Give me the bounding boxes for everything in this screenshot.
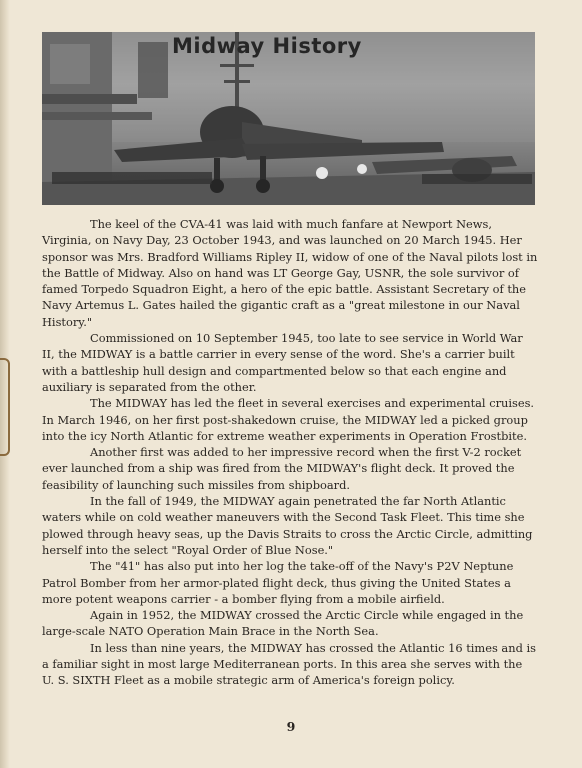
paragraph: Commissioned on 10 September 1945, too late to see service in World War II, the MIDWAY is a battle carrier in every sense of the word. She's a carrier built with a battleship hull design and compartmented below so that each engine and auxiliary is separated from the other. bbox=[42, 331, 523, 394]
article-body bbox=[42, 216, 538, 689]
page-number: 9 bbox=[286, 719, 296, 734]
paragraph: Again in 1952, the MIDWAY crossed the Arctic Circle while engaged in the large-scale NATO Operation Main Brace in the North Sea. bbox=[42, 608, 524, 639]
paragraph: In less than nine years, the MIDWAY has crossed the Atlantic 16 times and is a familiar sight in most large Mediterranean ports. In this area she serves with the U. S. SIXTH Fleet as a mobile strategic arm of America's foreign policy. bbox=[42, 640, 536, 688]
page-title: Midway History bbox=[172, 34, 362, 58]
paragraph: The MIDWAY has led the fleet in several exercises and experimental cruises. In March 1946, on her first post-shakedown cruise, the MIDWAY led a picked group into the icy North Atlantic for extreme weather experiments in Operation Frostbite. bbox=[42, 396, 535, 443]
binding-staple bbox=[0, 358, 10, 456]
paragraph: The keel of the CVA-41 was laid with much fanfare at Newport News, Virginia, on Navy Day, 23 October 1943, and was launched on 20 March 1945. Her sponsor was Mrs. Bradford Williams Ripley II, widow of one of the Naval pilots lost in the Battle of Midway. Also on hand was LT George Gay, USNR, the sole survivor of famed Torpedo Squadron Eight, a hero of the epic battle. Assistant Secretary of the Navy Artemus L. Gates hailed the gigantic craft as a "great milestone in our Naval History." bbox=[42, 217, 538, 329]
paragraph: The "41" has also put into her log the take-off of the Navy's P2V Neptune Patrol Bomber from her armor-plated flight deck, thus giving the United States a more potent weapons carrier - a bomber flying from a mobile airfield. bbox=[42, 559, 514, 606]
paragraph: In the fall of 1949, the MIDWAY again penetrated the far North Atlantic waters while on cold weather maneuvers with the Second Task Fleet. This time she plowed through heavy seas, up the Davis Straits to cross the Arctic Circle, admitting herself into the select "Royal Order of Blue Nose." bbox=[42, 494, 533, 557]
paragraph: Another first was added to her impressive record when the first V-2 rocket ever launched from a ship was fired from the MIDWAY's flight deck. It proved the feasibility of launching such missiles from shipboard. bbox=[42, 445, 522, 492]
header-photo bbox=[42, 32, 535, 205]
